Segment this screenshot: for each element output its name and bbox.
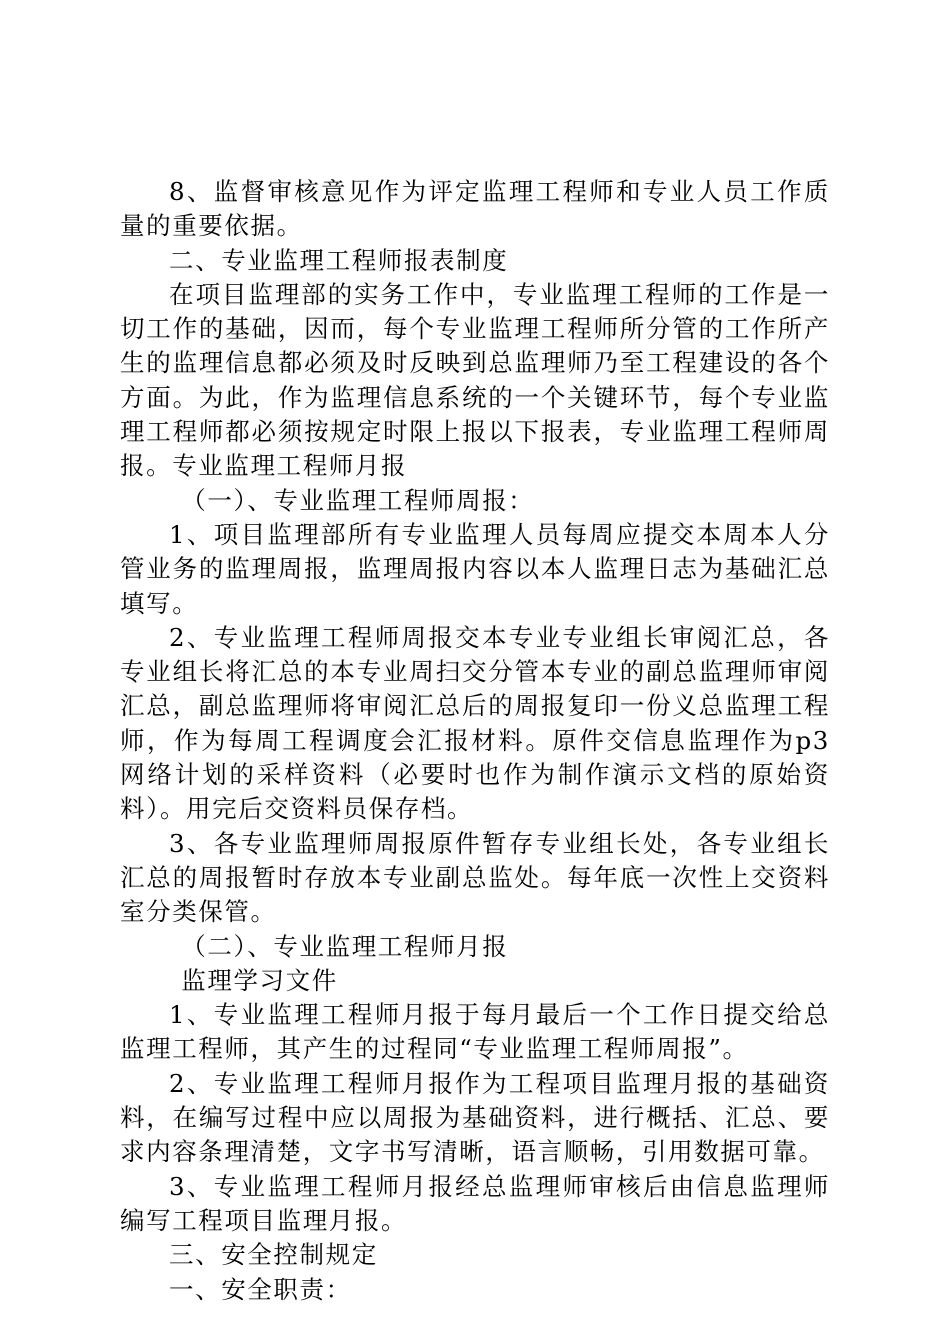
safety-duties-heading: 一、安全职责： xyxy=(169,1274,352,1304)
weekly-item-1: 1、项目监理部所有专业监理人员每周应提交本周本人分管业务的监理周报，监理周报内容以本人监理日志为基础汇总填写。 xyxy=(120,519,830,618)
monthly-item-3: 3、专业监理工程师月报经总监理师审核后由信息监理师编写工程项目监理月报。 xyxy=(120,1171,830,1235)
section-heading-reporting-system: 二、专业监理工程师报表制度 xyxy=(169,245,509,275)
document-body xyxy=(120,175,830,1307)
weekly-item-2: 2、专业监理工程师周报交本专业专业组长审阅汇总，各专业组长将汇总的本专业周扫交分管本专业的副总监理师审阅汇总，副总监理师将审阅汇总后的周报复印一份义总监理工程师，作为每周工程调度会汇报材料。原件交信息监理作为p3网络计划的采样资料（必要时也作为制作演示文档的原始资料）。用完后交资料员保存档。 xyxy=(120,622,830,824)
monthly-item-1: 1、专业监理工程师月报于每月最后一个工作日提交给总监理工程师，其产生的过程同“专业监理工程师周报”。 xyxy=(120,1000,830,1064)
paragraph-intro: 在项目监理部的实务工作中，专业监理工程师的工作是一切工作的基础，因而，每个专业监理工程师所分管的工作所产生的监理信息都必须及时反映到总监理师乃至工程建设的各个方面。为此，作为监理信息系统的一个关键环节，每个专业监理工程师都必须按规定时限上报以下报表，专业监理工程师周报。专业监理工程师月报 xyxy=(120,279,830,481)
subsection-heading-monthly-report: （二）、专业监理工程师月报 xyxy=(181,931,509,961)
subsection-heading-weekly-report: （一）、专业监理工程师周报： xyxy=(181,485,535,515)
paragraph-item-8: 8、监督审核意见作为评定监理工程师和专业人员工作质量的重要依据。 xyxy=(120,177,830,241)
section-heading-safety-control: 三、安全控制规定 xyxy=(169,1240,378,1270)
monthly-item-2: 2、专业监理工程师月报作为工程项目监理月报的基础资料，在编写过程中应以周报为基础资料，进行概括、汇总、要求内容条理清楚，文字书写清晰，语言顺畅，引用数据可靠。 xyxy=(120,1068,830,1167)
weekly-item-3: 3、各专业监理师周报原件暂存专业组长处，各专业组长汇总的周报暂时存放本专业副总监处。每年底一次性上交资料室分类保管。 xyxy=(120,828,830,927)
study-file-label: 监理学习文件 xyxy=(181,965,338,995)
